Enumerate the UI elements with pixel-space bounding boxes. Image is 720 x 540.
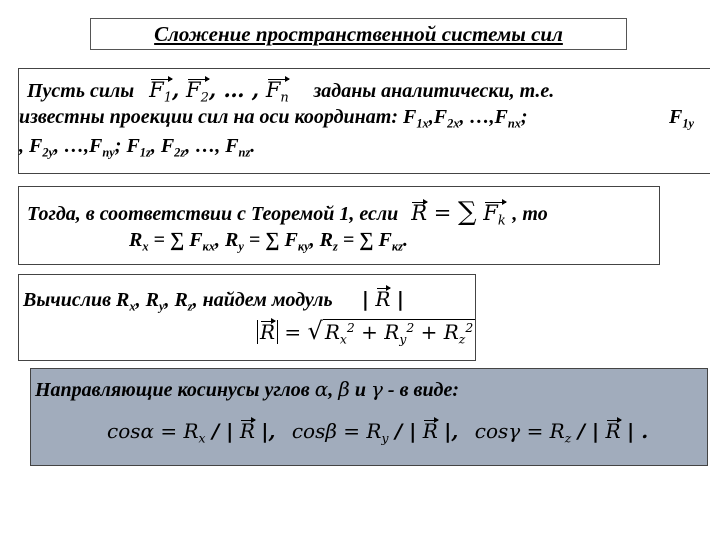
resultant-sum-formula: R = ∑ $F_k$ [411,197,506,229]
ellipsis: , … , [208,77,260,102]
f1-vector: $F_1$ [149,78,173,106]
given-forces-box [18,68,710,174]
cos-alpha-formula: $\cos\alpha = R_x$ / | R |, [107,419,276,446]
condition-line-1 [27,197,548,227]
beta-symbol: β [338,377,350,401]
modulus-line-1: Вычислив $R_x$, $R_y$, $R_z$, найдем модуль | R | [23,287,405,314]
projection-sums-line: $R_x$ = ∑ $F_{кx}$, $R_y$ = ∑ $F_{кy}$, $R_z$ = ∑ $F_{кz}$. [129,229,408,254]
modulus-formula: R = √ $R_x^2 + R_y^2 + R_z^2$ [257,317,475,345]
given-forces-line-2-right: $F_{1y}$ [669,106,695,131]
f2-vector: $F_2$ [186,78,209,106]
modulus-symbol: | R | [361,287,405,311]
given-forces-line-2: известны проекции сил на оси координат: $F_{1x},F_{2x}$, $\dots,F_{nx}$; [19,106,528,131]
sqrt-radicand: $R_x^2 + R_y^2 + R_z^2$ [324,320,474,347]
sum-symbol: ∑ [458,197,477,227]
fn-vector: $F_n$ [265,78,289,106]
direction-cosines-formulas [107,419,649,446]
direction-cosines-line-1: Направляющие косинусы углов α, β и γ - в виде: [35,377,460,401]
resultant-condition-box [18,186,660,265]
then-text: , то [512,203,548,225]
given-forces-line-1 [27,77,555,106]
title-box [90,18,627,50]
slide-title: Сложение пространственной системы сил [154,21,563,46]
cos-beta-formula: $\cos\beta = R_y$ / | R |, [291,419,459,446]
alpha-symbol: α [314,377,329,401]
cos-gamma-formula: $\cos\gamma = R_z$ / | R | . [474,419,649,446]
direction-cosines-box [30,368,708,466]
line1-prefix: Пусть силы [27,80,135,102]
given-forces-line-3: , $F_{2y}$, $\dots,F_{ny}$; $F_{1z}$, $F_{2z}$, …, $F_{nz}$. [19,135,256,160]
line1-suffix: заданы аналитически, т.е. [313,80,555,102]
force-vectors-formula [149,77,295,106]
gamma-symbol: γ [370,377,383,401]
r-vector: R [411,201,428,225]
comma: , [172,77,180,102]
modulus-box [18,274,476,361]
condition-text: Тогда, в соответствии с Теоремой 1, если [27,203,399,225]
fk-vector: $F_k$ [483,201,506,229]
